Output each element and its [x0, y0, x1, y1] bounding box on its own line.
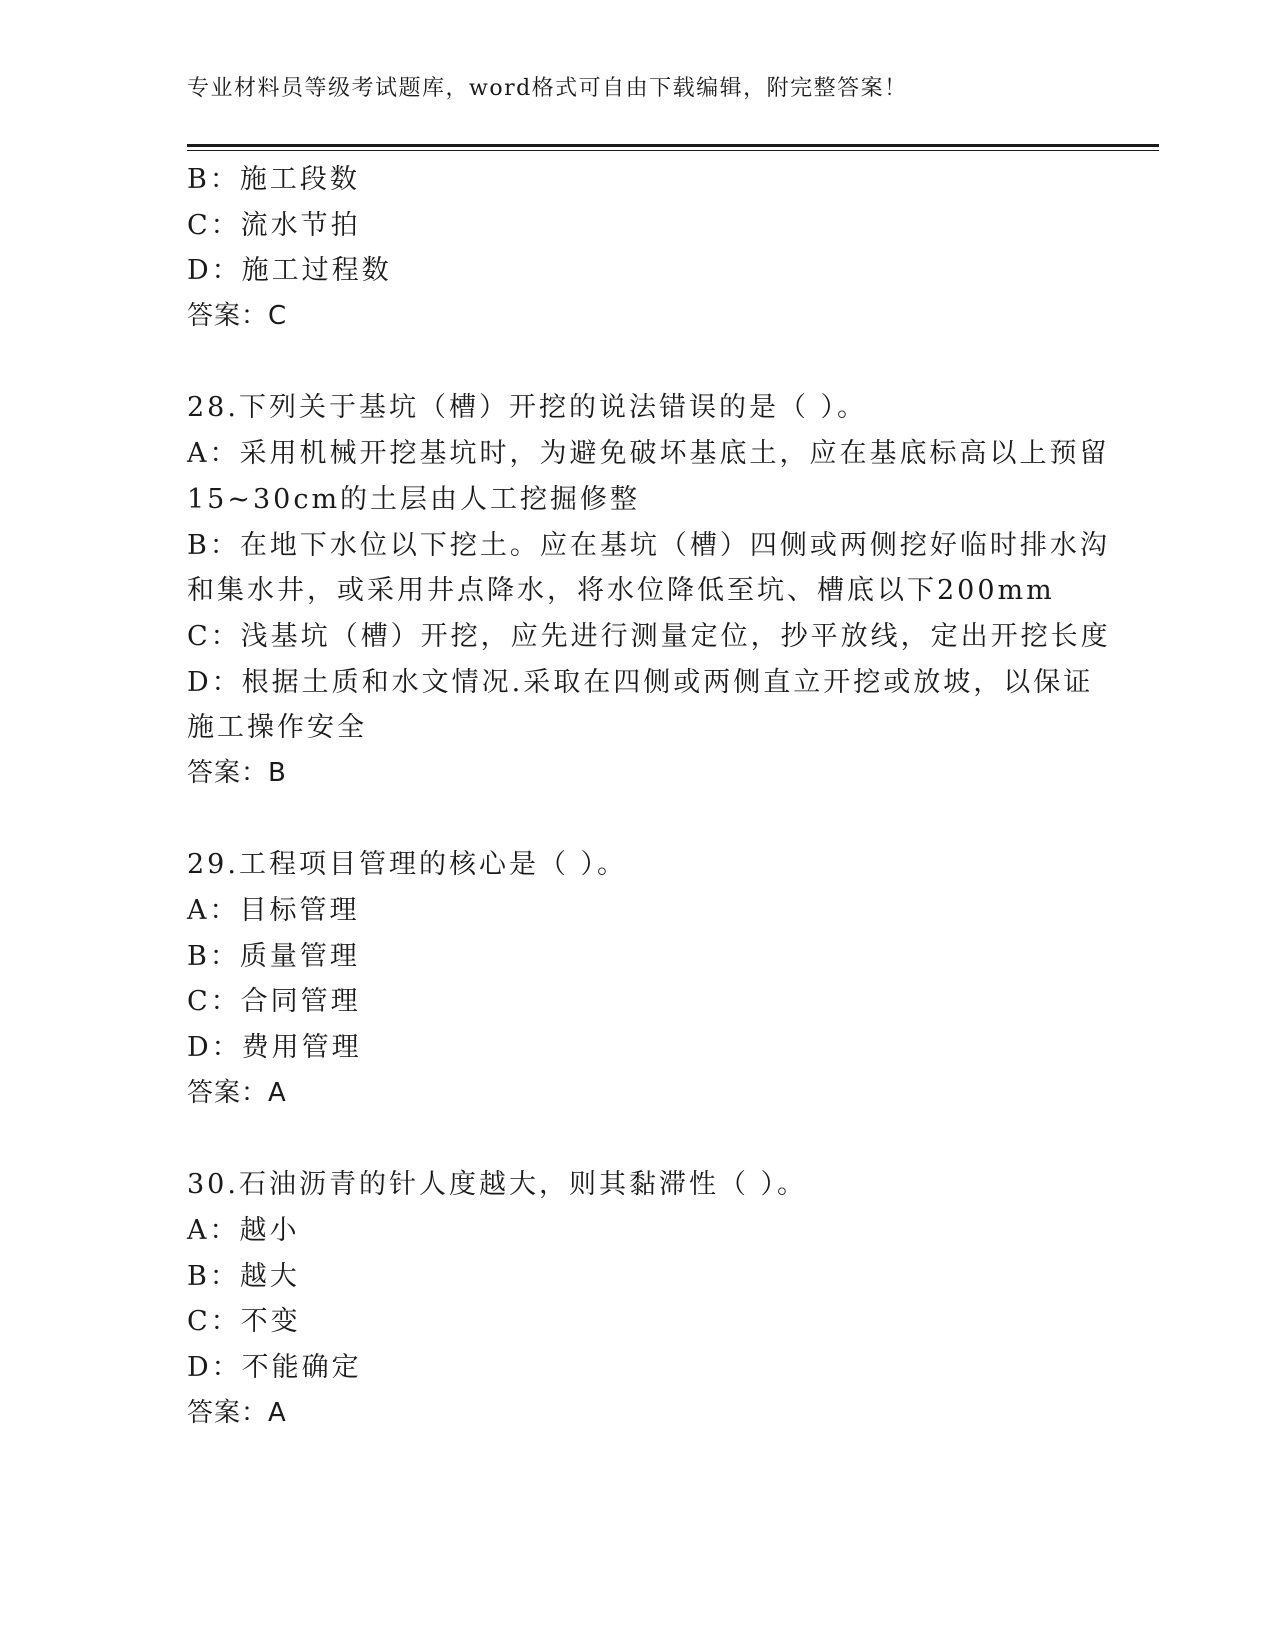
- option-d: D：不能确定: [187, 1351, 362, 1383]
- question-28: [187, 385, 1111, 796]
- header-rule-thin: [187, 150, 1159, 151]
- option-c: C：合同管理: [187, 986, 361, 1018]
- option-b: B：越大: [187, 1260, 300, 1292]
- option-c: C：流水节拍: [187, 209, 361, 241]
- option-b: B：质量管理: [187, 940, 360, 972]
- option-d: D：施工过程数: [187, 255, 392, 287]
- option-c: C：不变: [187, 1306, 301, 1338]
- spacer: [187, 1116, 1087, 1162]
- question-stem: 29.工程项目管理的核心是（ ）。: [187, 849, 628, 881]
- answer: 答案：A: [187, 1397, 287, 1428]
- option-b-line-2: 和集水井，或采用井点降水，将水位降低至坑、槽底以下200mm: [187, 575, 1055, 607]
- spacer: [187, 340, 1087, 386]
- question-29: [187, 842, 1087, 1116]
- option-b-line-1: B：在地下水位以下挖土。应在基坑（槽）四侧或两侧挖好临时排水沟: [187, 529, 1110, 561]
- option-d: D：费用管理: [187, 1032, 362, 1064]
- question-stem: 28.下列关于基坑（槽）开挖的说法错误的是（ ）。: [187, 392, 868, 424]
- question-27-tail: [187, 157, 1087, 340]
- option-a: A：越小: [187, 1214, 300, 1246]
- question-30: [187, 1162, 1087, 1436]
- option-a-line-1: A：采用机械开挖基坑时，为避免破坏基底土，应在基底标高以上预留: [187, 438, 1110, 470]
- question-list: [187, 157, 1111, 1436]
- answer: 答案：C: [187, 301, 288, 332]
- question-stem: 30.石油沥青的针人度越大，则其黏滞性（ ）。: [187, 1169, 808, 1201]
- option-b: B：施工段数: [187, 164, 360, 195]
- spacer: [187, 797, 1087, 843]
- answer: 答案：B: [187, 757, 287, 788]
- answer: 答案：A: [187, 1077, 287, 1108]
- page-header: 专业材料员等级考试题库，word格式可自由下载编辑，附完整答案！: [187, 76, 908, 101]
- option-c: C：浅基坑（槽）开挖，应先进行测量定位，抄平放线，定出开挖长度: [187, 620, 1111, 652]
- option-a: A：目标管理: [187, 895, 360, 926]
- option-d-line-2: 施工操作安全: [187, 712, 367, 744]
- option-a-line-2: 15~30cm的土层由人工挖掘修整: [187, 483, 641, 515]
- option-d-line-1: D：根据土质和水文情况.采取在四侧或两侧直立开挖或放坡，以保证: [187, 666, 1094, 698]
- header-rule-thick: [187, 144, 1159, 147]
